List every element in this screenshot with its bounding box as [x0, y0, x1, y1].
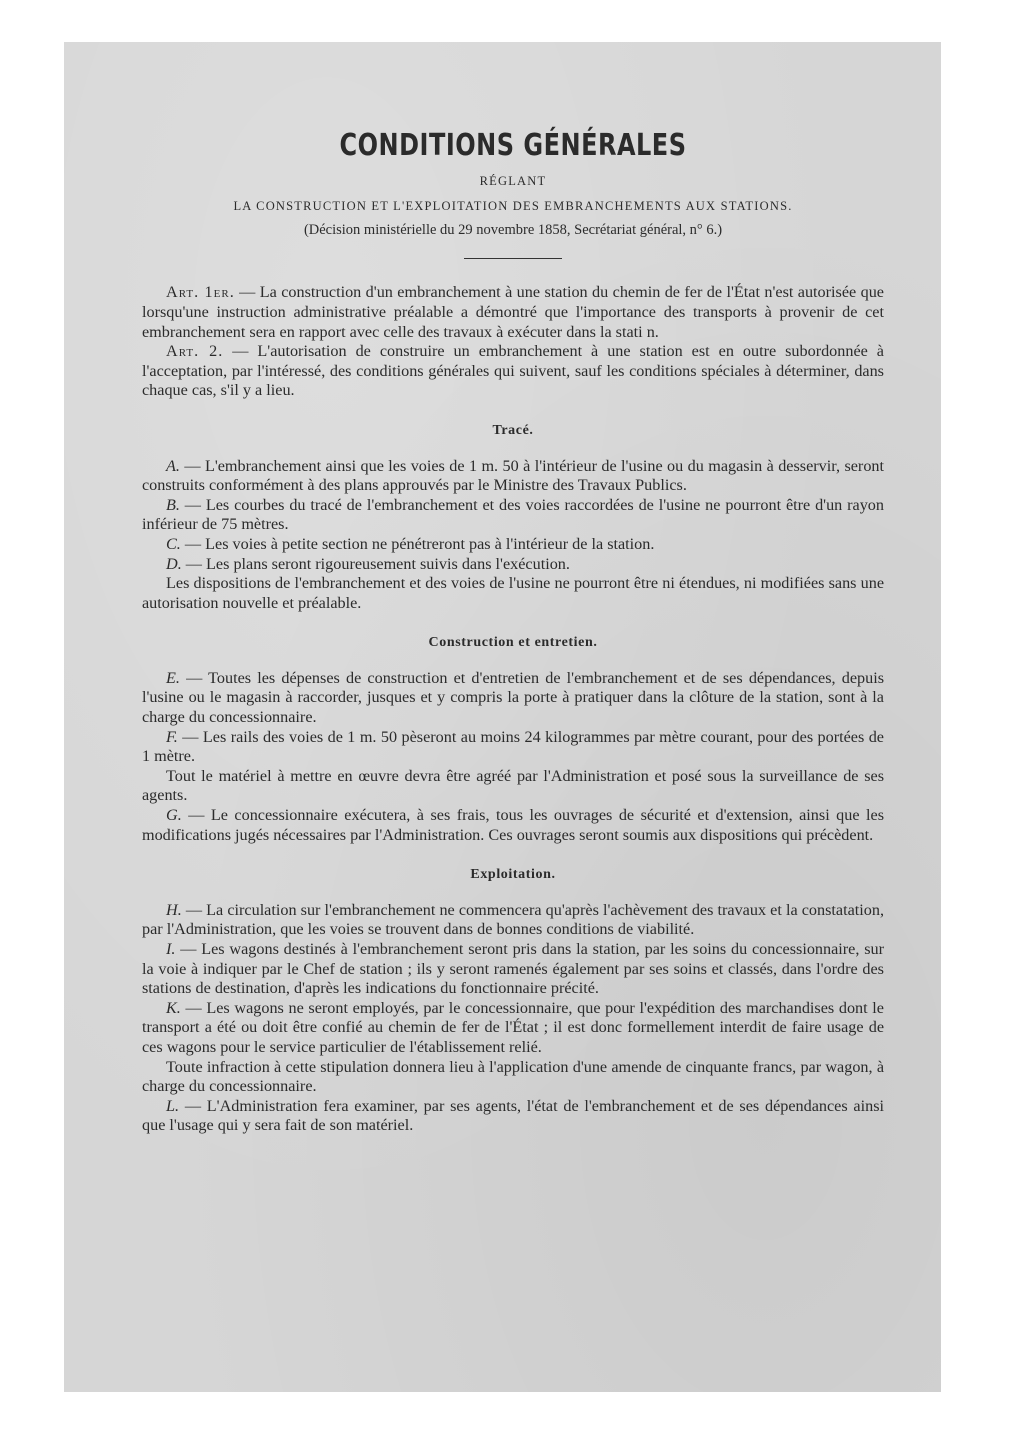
clause-text: Toute infraction à cette stipulation donnera lieu à l'application d'une amende de cinquante francs, par wagon, à charge du concessionnaire.	[142, 1057, 884, 1096]
article-1	[142, 283, 884, 342]
clause-text: — Les voies à petite section ne pénétreront pas à l'intérieur de la station.	[180, 534, 655, 553]
clause-text: — La circulation sur l'embranchement ne commencera qu'après l'achèvement des travaux et la constatation, par l'Administration, que les voies se trouvent dans de bonnes conditions de viabilité.	[142, 900, 884, 939]
clause-b	[142, 496, 884, 535]
clause-letter: H.	[166, 900, 182, 919]
document-title: CONDITIONS GÉNÉRALES	[339, 127, 687, 163]
document-subtitle-line-2: LA CONSTRUCTION ET L'EXPLOITATION DES EMBRANCHEMENTS AUX STATIONS.	[233, 199, 793, 214]
clause-e	[142, 669, 884, 728]
clause-text: — Les courbes du tracé de l'embranchement et des voies raccordées de l'usine ne pourront être d'un rayon inférieur de 75 mètres.	[142, 495, 884, 534]
clause-g	[142, 806, 884, 845]
clause-f	[142, 728, 884, 767]
clause-l	[142, 1097, 884, 1136]
clause-text: — Toutes les dépenses de construction et d'entretien de l'embranchement et de ses dépendances, depuis l'usine ou le magasin à raccorder, jusques et y compris la porte à pratiquer dans la clôture de la station, sont à la charge du concessionnaire.	[142, 668, 884, 727]
clause-letter: I.	[166, 940, 176, 958]
clause-letter: K.	[166, 998, 181, 1017]
clause-text: Tout le matériel à mettre en œuvre devra être agréé par l'Administration et posé sous la surveillance de ses agents.	[142, 766, 884, 805]
clause-letter: B.	[166, 495, 180, 514]
clause-text: — Les wagons destinés à l'embranchement seront pris dans la station, par les soins du concessionnaire, sur la voie à indiquer par le Chef de station ; ils y seront ramenés également par ses soins et classés, dans l'ordre des stations de destination, d'après les indications du fonctionnaire précité.	[142, 940, 884, 998]
article-text: — L'autorisation de construire un embranchement à une station est en outre subordonnée à l'acceptation, par l'intéressé, des conditions générales qui suivent, sauf les conditions spéciales à déterminer, dans chaque cas, s'il y a lieu.	[142, 342, 884, 400]
article-label: Art. 2.	[166, 342, 224, 361]
title-divider	[464, 258, 562, 259]
document-subtitle: RÉGLANT	[479, 173, 547, 188]
clause-text: — L'Administration fera examiner, par ses agents, l'état de l'embranchement et de ses dépendances ainsi que l'usage qui y sera fait de son matériel.	[142, 1096, 884, 1135]
clause-d	[142, 555, 884, 575]
clause-letter: D.	[166, 554, 182, 573]
clause-text: Les dispositions de l'embranchement et des voies de l'usine ne pourront être ni étendues, ni modifiées sans une autorisation nouvelle et préalable.	[142, 574, 884, 612]
clause-f-continued	[142, 767, 884, 806]
article-text: — La construction d'un embranchement à une station du chemin de fer de l'État n'est autorisée que lorsqu'une instruction administrative préalable a démontré que l'importance des transports à provenir de cet embranchement sera en rapport avec celle des travaux à exécuter dans la stati n.	[142, 283, 884, 341]
article-2	[142, 342, 884, 401]
clause-k	[142, 999, 884, 1058]
section-heading-construction: Construction et entretien.	[428, 635, 598, 651]
clause-letter: C.	[166, 534, 181, 553]
clause-letter: A.	[166, 456, 180, 475]
clause-text: — Le concessionnaire exécutera, à ses frais, tous les ouvrages de sécurité et d'extension, ainsi que les modifications jugés nécessaires par l'Administration. Ces ouvrages seront soumis aux dispositions qui précèdent.	[142, 806, 884, 844]
section-heading-trace: Tracé.	[492, 422, 534, 438]
clause-letter: F.	[166, 727, 178, 746]
clause-text: — L'embranchement ainsi que les voies de 1 m. 50 à l'intérieur de l'usine ou du magasin à desservir, seront construits conformément à des plans approuvés par le Ministre des Travaux Publics.	[142, 456, 884, 495]
clause-k-continued	[142, 1058, 884, 1097]
clause-letter: L.	[166, 1096, 180, 1115]
clause-h	[142, 901, 884, 940]
clause-c	[142, 535, 884, 555]
clause-letter: E.	[166, 668, 180, 687]
clause-a	[142, 457, 884, 496]
clause-text: — Les plans seront rigoureusement suivis dans l'exécution.	[181, 554, 570, 573]
section-heading-exploitation: Exploitation.	[470, 867, 556, 883]
document-body	[142, 128, 884, 1136]
article-label: Art. 1er.	[166, 283, 235, 302]
clause-text: — Les wagons ne seront employés, par le concessionnaire, que pour l'expédition des marchandises dont le transport a été ou doit être confié au chemin de fer de l'État ; il est donc formellement interdit de faire usage de ces wagons pour le service particulier de l'établissement relié.	[142, 998, 884, 1056]
clause-text: — Les rails des voies de 1 m. 50 pèseront au moins 24 kilogrammes par mètre courant, pour des portées de 1 mètre.	[142, 727, 884, 766]
clause-d-continued	[142, 574, 884, 613]
decision-reference: (Décision ministérielle du 29 novembre 1858, Secrétariat général, n° 6.)	[303, 221, 723, 238]
clause-i	[142, 940, 884, 999]
clause-letter: G.	[166, 806, 182, 825]
